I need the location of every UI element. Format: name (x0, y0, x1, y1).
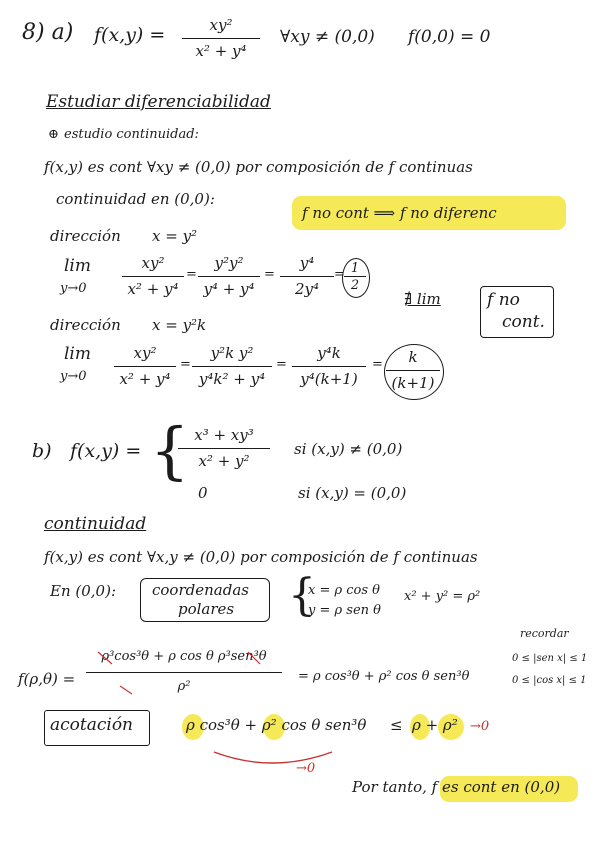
bullet-icon: ⊕ (48, 127, 59, 142)
fraction-numerator: y²k y² (210, 344, 254, 362)
fraction-denominator: 2 (350, 278, 360, 293)
limit-does-not-exist: ∄ lim (404, 290, 441, 308)
fraction-numerator: k (408, 348, 418, 366)
bound-rhs: ρ + ρ² (412, 716, 458, 734)
direction-label: dirección (50, 316, 121, 334)
origin-continuity-line: continuidad en (0,0): (56, 190, 215, 208)
not-continuous-note: f no cont ⟹ f no diferenc (302, 204, 497, 222)
equals-sign: = (264, 267, 275, 282)
fraction-numerator: xy² (141, 254, 165, 272)
equals-sign: = (180, 357, 191, 372)
equals-sign: = (372, 357, 383, 372)
section-heading-differentiability: Estudiar diferenciabilidad (46, 92, 271, 112)
fraction-numerator: xy² (209, 16, 233, 34)
polar-y-equation: y = ρ sen θ (308, 603, 381, 618)
cancel-strokes (98, 652, 260, 664)
limit-subscript: y→0 (60, 369, 87, 384)
not-continuous-text-2: cont. (502, 312, 545, 332)
polar-x-equation: x = ρ cos θ (308, 583, 381, 598)
not-continuous-text-1: f no (487, 290, 520, 310)
fraction-denominator: x² + y² (198, 452, 250, 470)
composition-line: f(x,y) es cont ∀x,y ≠ (0,0) por composición de f continuas (44, 548, 478, 566)
fraction-numerator: y²y² (214, 254, 244, 272)
function-lhs: f(x,y) = (94, 24, 166, 46)
fraction-numerator: xy² (133, 344, 157, 362)
fraction-denominator: 2y⁴ (294, 280, 320, 298)
equals-sign: = (276, 357, 287, 372)
origin-label: En (0,0): (50, 582, 116, 600)
cosine-bound: 0 ≤ |cos x| ≤ 1 (512, 675, 587, 686)
fraction-denominator: y⁴ + y⁴ (203, 280, 255, 298)
limit-symbol: lim (64, 344, 91, 364)
case-2-value: 0 (198, 484, 208, 502)
piecewise-brace: { (150, 414, 190, 487)
fraction-denominator: (k+1) (391, 374, 435, 392)
conclusion-text: Por tanto, f es cont en (0,0) (352, 778, 561, 796)
continuity-bullet: estudio continuidad: (64, 127, 199, 142)
part-b-label: b) (32, 440, 52, 462)
section-heading-continuity: continuidad (44, 514, 147, 534)
limit-subscript: y→0 (60, 281, 87, 296)
domain-condition: ∀xy ≠ (0,0) (280, 27, 375, 47)
polar-box-line-1: coordenadas (152, 581, 249, 599)
direction-path: x = y² (152, 227, 198, 245)
sine-bound: 0 ≤ |sen x| ≤ 1 (512, 653, 588, 664)
fraction-numerator: x³ + xy³ (194, 426, 254, 444)
fraction-numerator: y⁴k (317, 344, 341, 362)
fraction-denominator: x² + y⁴ (127, 280, 179, 298)
fraction-denominator: x² + y⁴ (119, 370, 171, 388)
cancel-strokes (120, 686, 132, 694)
reminder-label: recordar (520, 627, 569, 640)
limit-symbol: lim (64, 256, 91, 276)
exercise-label: 8) a) (22, 20, 74, 45)
underbrace-zero-arrow: →0 (296, 761, 316, 776)
bound-expression: ρ cos³θ + ρ² cos θ sen³θ (186, 716, 367, 734)
limit-zero-arrow: →0 (470, 719, 490, 734)
polar-function-lhs: f(ρ,θ) = (18, 670, 76, 688)
case-1-condition: si (x,y) ≠ (0,0) (294, 440, 403, 458)
fraction-denominator: x² + y⁴ (195, 42, 247, 60)
polar-sum-identity: x² + y² = ρ² (404, 589, 481, 604)
case-2-condition: si (x,y) = (0,0) (298, 484, 407, 502)
equals-sign: = (186, 267, 197, 282)
piecewise-lhs: f(x,y) = (70, 440, 142, 462)
fraction-denominator: y⁴k² + y⁴ (198, 370, 266, 388)
fraction-numerator: 1 (350, 261, 360, 276)
polar-brace: { (288, 570, 316, 621)
function-value-origin: f(0,0) = 0 (408, 27, 491, 47)
less-equal-sign: ≤ (390, 716, 403, 734)
equals-sign: = (334, 267, 345, 282)
polar-simplified: = ρ cos³θ + ρ² cos θ sen³θ (298, 669, 470, 684)
fraction-denominator: y⁴(k+1) (300, 370, 358, 388)
direction-label: dirección (50, 227, 121, 245)
fraction-denominator: ρ² (177, 679, 191, 694)
direction-path: x = y²k (152, 316, 207, 334)
fraction-numerator: y⁴ (299, 254, 315, 272)
composition-line: f(x,y) es cont ∀xy ≠ (0,0) por composición de f continuas (44, 158, 473, 176)
polar-box-line-2: polares (178, 600, 235, 618)
bounding-label: acotación (50, 715, 133, 735)
fraction-numerator: ρ³cos³θ + ρ cos θ ρ³sen³θ (101, 649, 267, 664)
